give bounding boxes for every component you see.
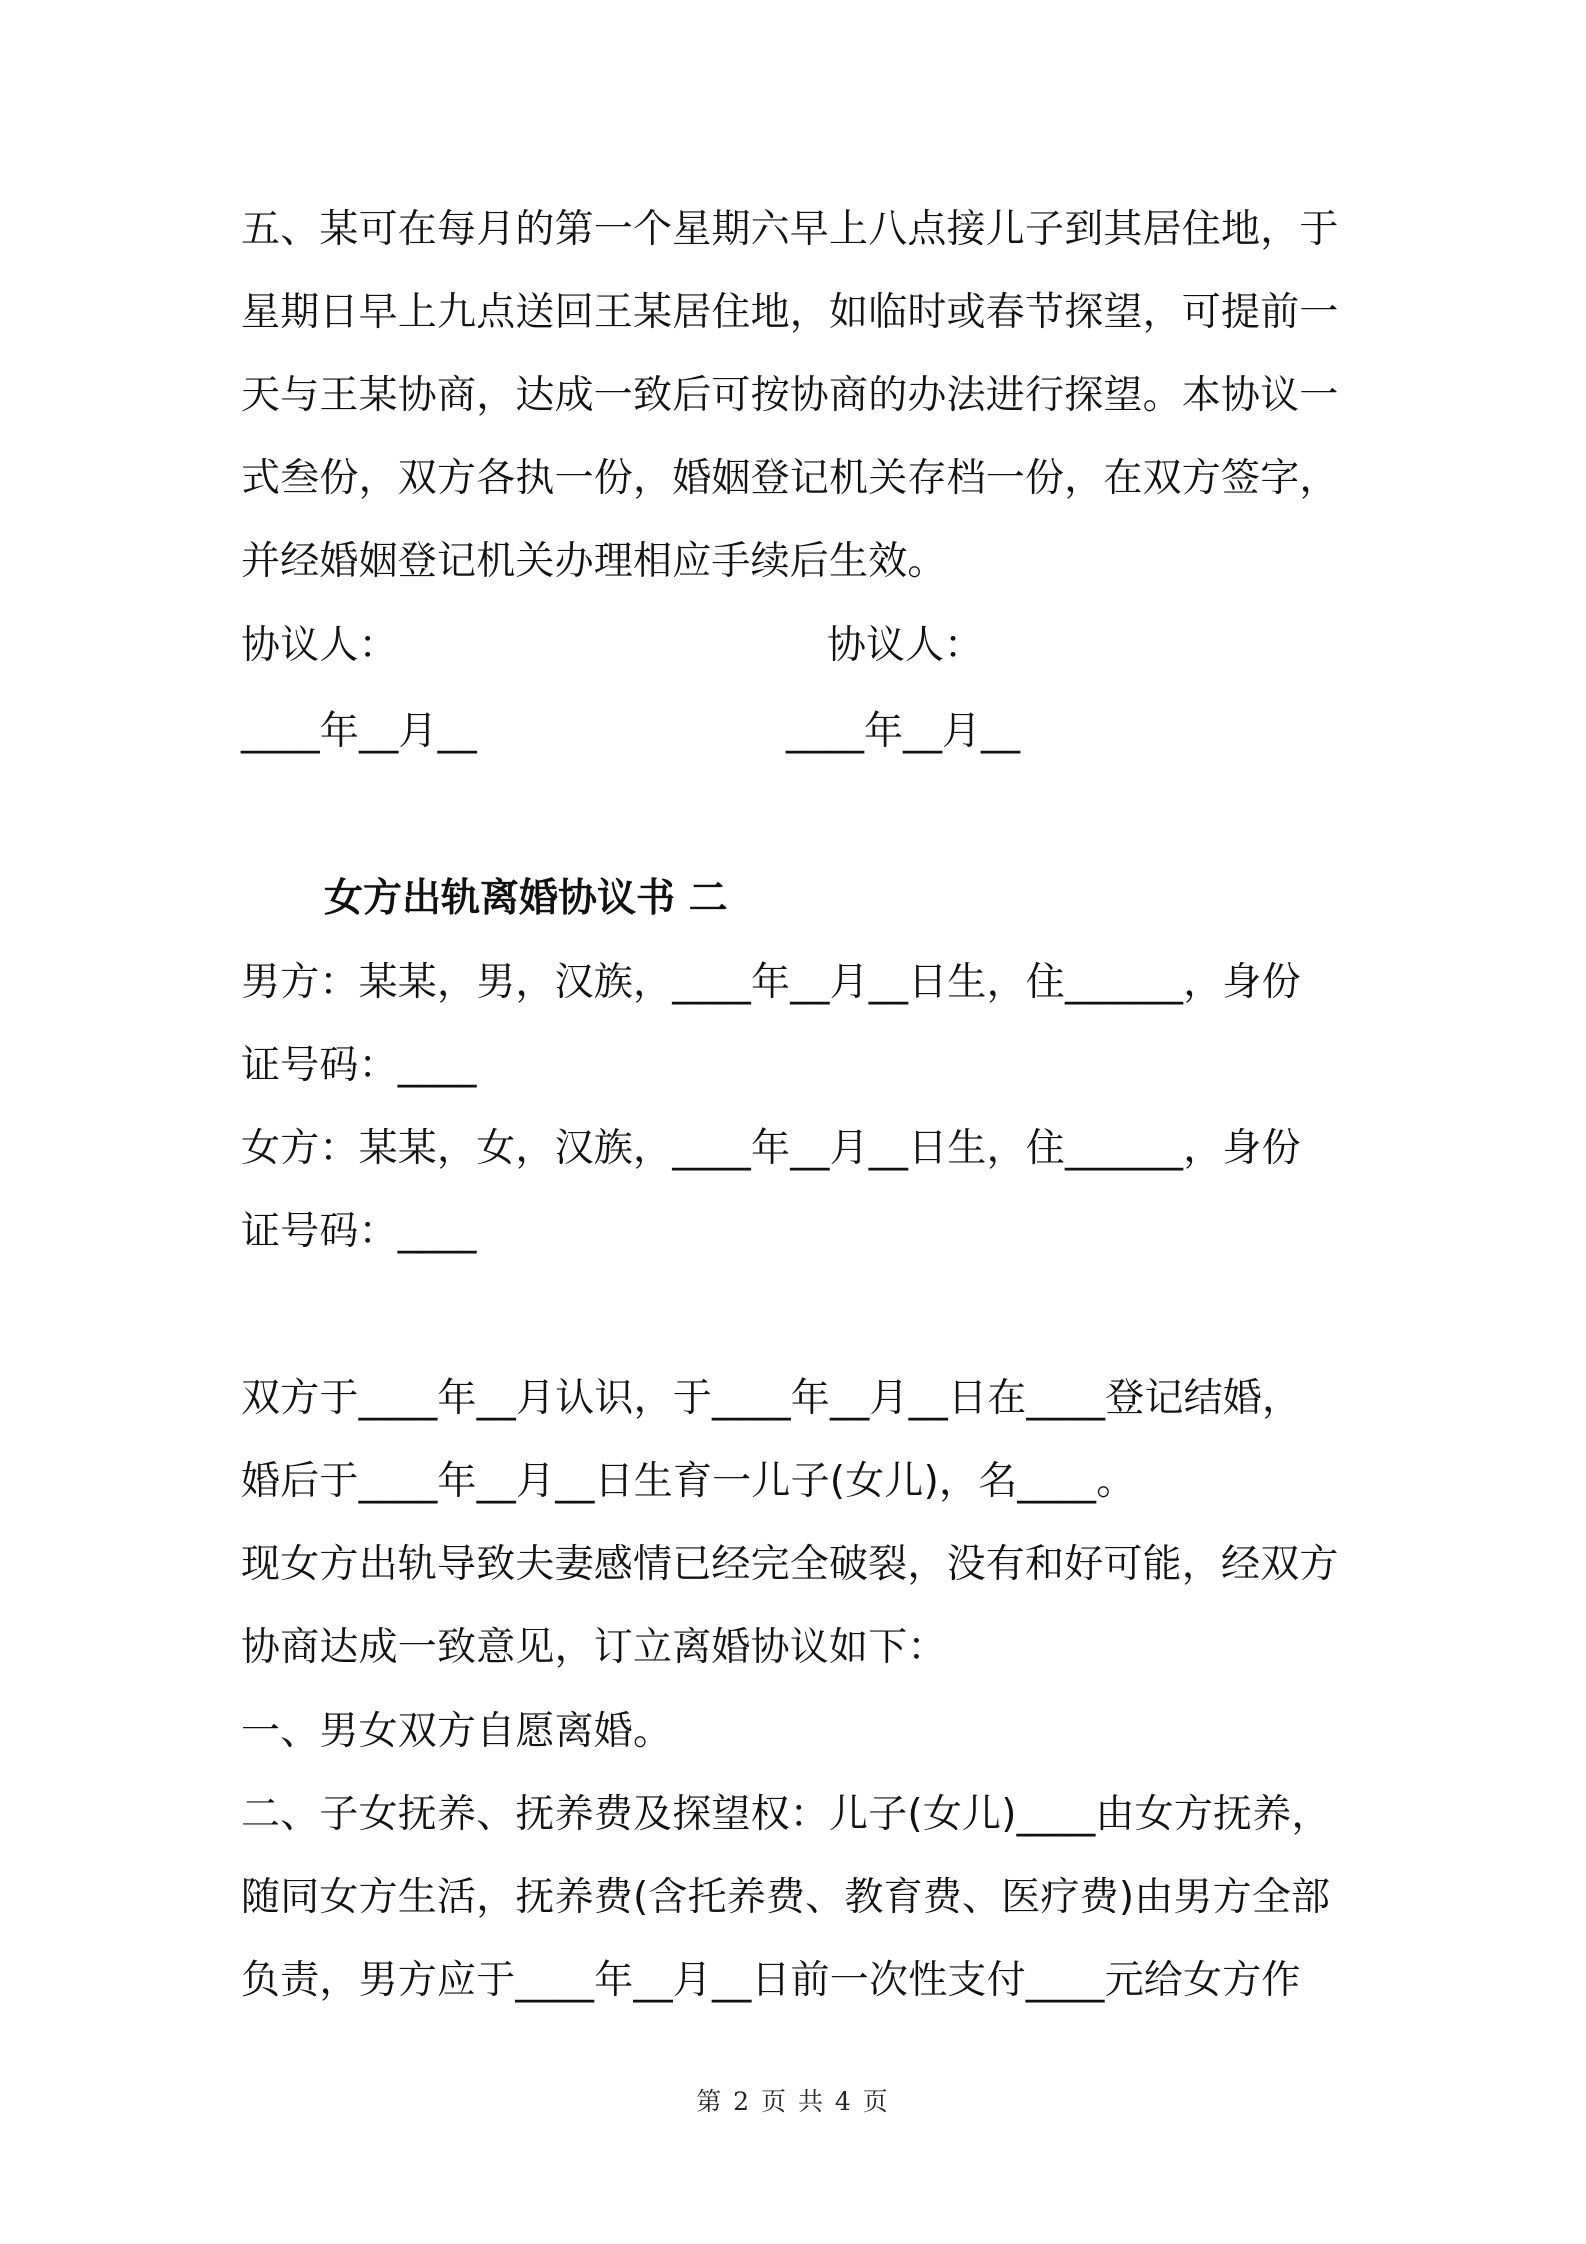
party-line-wife: 女方：某某，女，汉族，____年__月__日生，住______，身份 bbox=[241, 1126, 1301, 1171]
party-line-husband: 男方：某某，男，汉族，____年__月__日生，住______，身份 bbox=[241, 960, 1301, 1005]
body-line-7: 随同女方生活，抚养费(含托养费、教育费、医疗费)由男方全部 bbox=[241, 1875, 1331, 1920]
section-five-line-5: 并经婚姻登记机关办理相应手续后生效。 bbox=[241, 539, 947, 584]
body-line-5: 一、男女双方自愿离婚。 bbox=[241, 1709, 673, 1754]
section-five-line-2: 星期日早上九点送回王某居住地，如临时或春节探望，可提前一 bbox=[241, 290, 1339, 335]
body-line-8: 负责，男方应于____年__月__日前一次性支付____元给女方作 bbox=[241, 1958, 1301, 2003]
party-line-husband-id: 证号码：____ bbox=[241, 1043, 477, 1088]
body-line-6: 二、子女抚养、抚养费及探望权：儿子(女儿)____由女方抚养， bbox=[241, 1792, 1331, 1837]
signature-date-right: ____年__月__ bbox=[786, 709, 1021, 754]
section-five-line-1: 五、某可在每月的第一个星期六早上八点接儿子到其居住地，于 bbox=[241, 207, 1339, 252]
section-five-line-4: 式叁份，双方各执一份，婚姻登记机关存档一份，在双方签字， bbox=[241, 456, 1339, 501]
signatory-label-right: 协议人： bbox=[827, 623, 984, 668]
page-number-footer: 第 2 页 共 4 页 bbox=[696, 2087, 890, 2116]
signatory-label-left: 协议人： bbox=[241, 623, 398, 668]
body-line-1: 双方于____年__月认识，于____年__月__日在____登记结婚， bbox=[241, 1376, 1302, 1421]
agreement-title: 女方出轨离婚协议书 二 bbox=[324, 876, 728, 921]
section-five-line-3: 天与王某协商，达成一致后可按协商的办法进行探望。本协议一 bbox=[241, 373, 1339, 418]
body-line-3: 现女方出轨导致夫妻感情已经完全破裂，没有和好可能，经双方 bbox=[241, 1542, 1339, 1587]
body-line-4: 协商达成一致意见，订立离婚协议如下： bbox=[241, 1625, 947, 1670]
signature-date-left: ____年__月__ bbox=[241, 709, 478, 754]
body-line-2: 婚后于____年__月__日生育一儿子(女儿)，名____。 bbox=[241, 1459, 1136, 1504]
party-line-wife-id: 证号码：____ bbox=[241, 1209, 477, 1254]
